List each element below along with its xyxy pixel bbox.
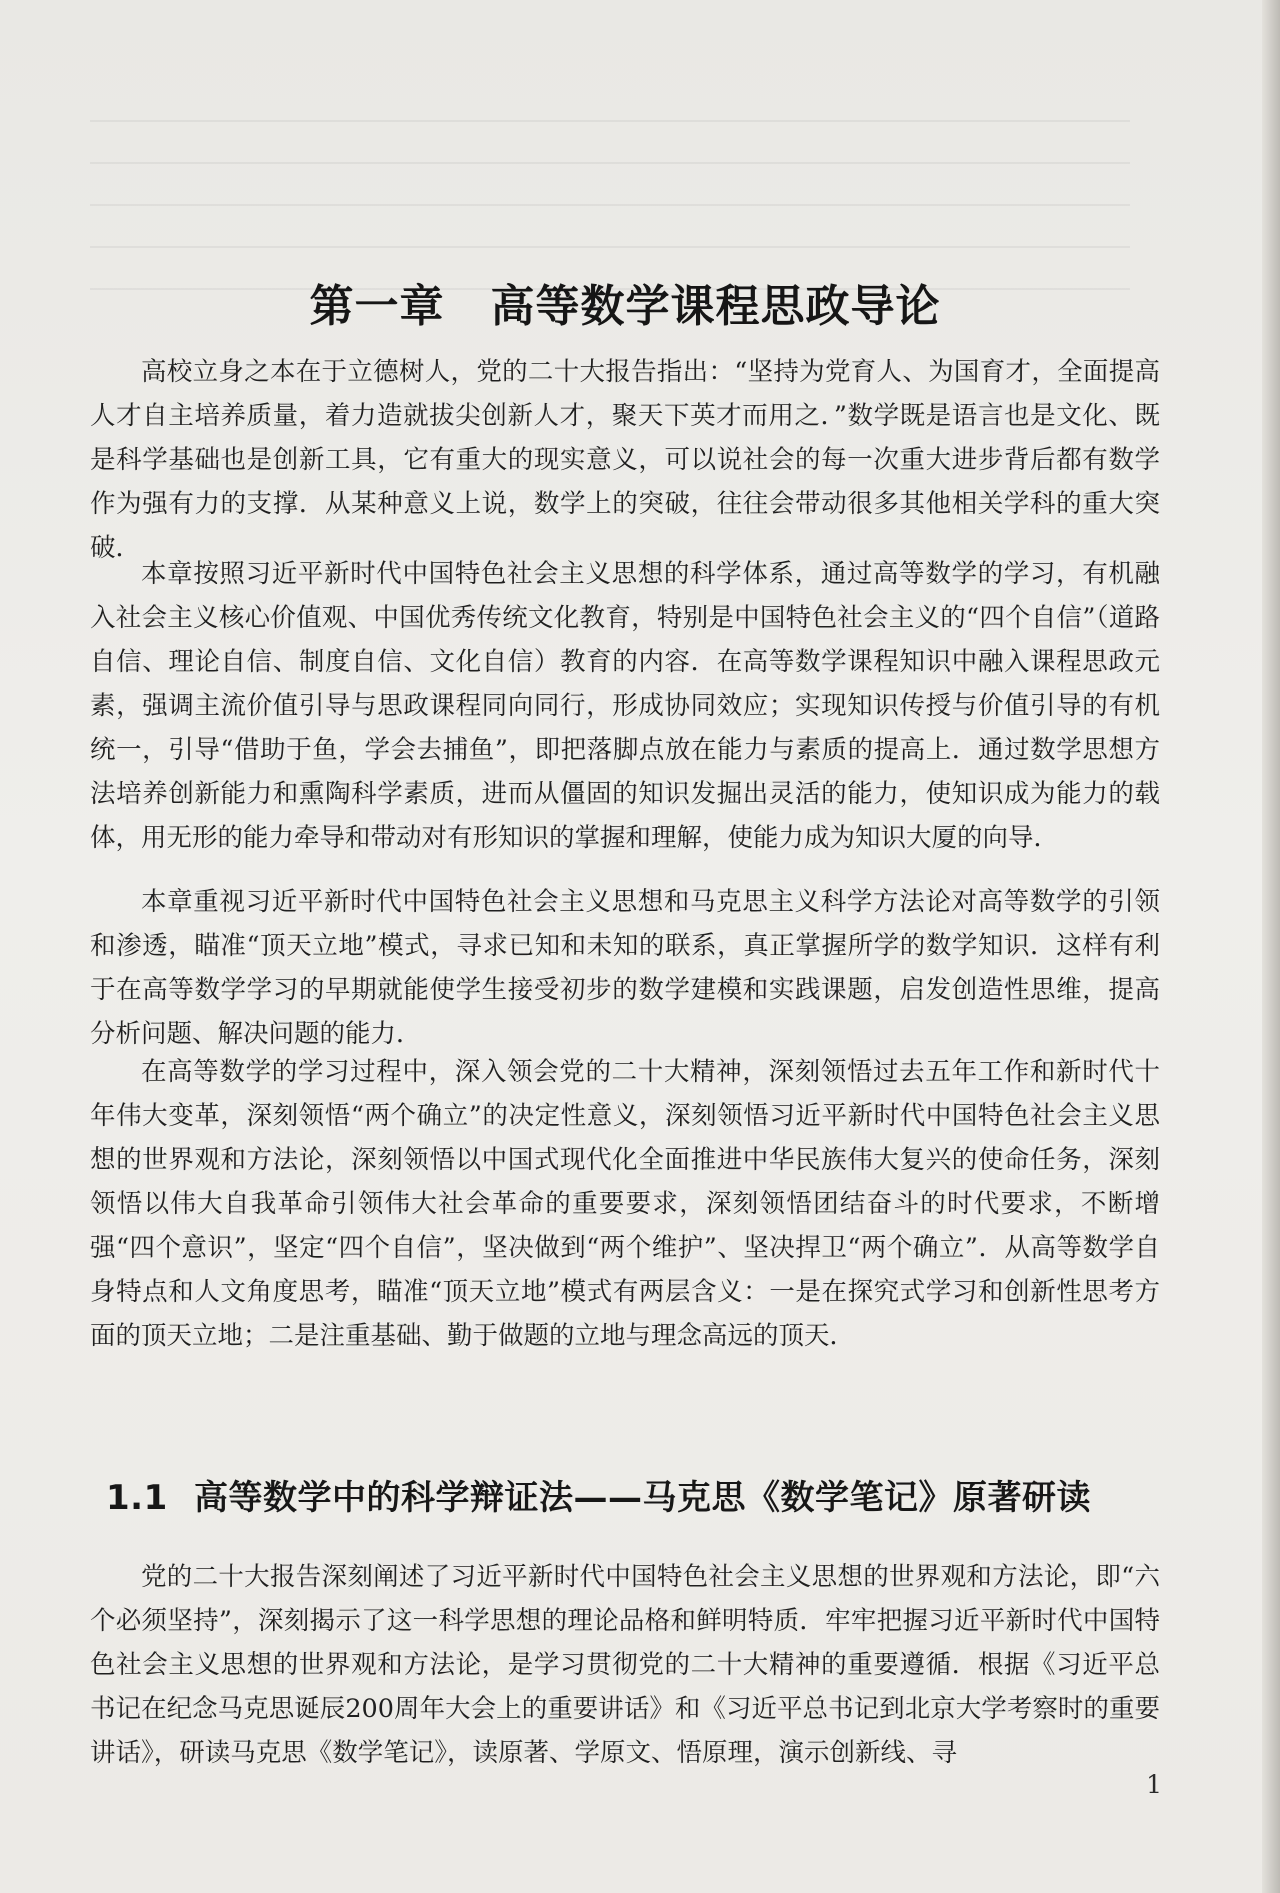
paragraph-2 <box>90 552 1160 860</box>
section-number: 1.1 <box>106 1478 168 1518</box>
paragraph-text: 本章按照习近平新时代中国特色社会主义思想的科学体系，通过高等数学的学习，有机融入社会主义核心价值观、中国优秀传统文化教育，特别是中国特色社会主义的“四个自信”（道路自信、理论自信、制度自信、文化自信）教育的内容．在高等数学课程知识中融入课程思政元素，强调主流价值引导与思政课程同向同行，形成协同效应；实现知识传授与价值引导的有机统一，引导“借助于鱼，学会去捕鱼”，即把落脚点放在能力与素质的提高上．通过数学思想方法培养创新能力和熏陶科学素质，进而从僵固的知识发掘出灵活的能力，使知识成为能力的载体，用无形的能力牵导和带动对有形知识的掌握和理解，使能力成为知识大厦的向导． <box>90 559 1160 853</box>
chapter-title <box>90 270 1160 334</box>
paragraph-text: 高校立身之本在于立德树人，党的二十大报告指出：“坚持为党育人、为国育才，全面提高人才自主培养质量，着力造就拔尖创新人才，聚天下英才而用之．”数学既是语言也是文化、既是科学基础也是创新工具，它有重大的现实意义，可以说社会的每一次重大进步背后都有数学作为强有力的支撑．从某种意义上说，数学上的突破，往往会带动很多其他相关学科的重大突破． <box>90 357 1160 563</box>
page-number: 1 <box>1146 1770 1162 1799</box>
chapter-number: 第一章 <box>309 281 445 332</box>
section-title: 高等数学中的科学辩证法——马克思《数学笔记》原著研读 <box>194 1478 1091 1518</box>
paragraph-4 <box>90 1050 1160 1358</box>
page-edge <box>1262 0 1280 1893</box>
chapter-name: 高等数学课程思政导论 <box>490 281 941 332</box>
paragraph-text: 在高等数学的学习过程中，深入领会党的二十大精神，深刻领悟过去五年工作和新时代十年伟大变革，深刻领悟“两个确立”的决定性意义，深刻领悟习近平新时代中国特色社会主义思想的世界观和方法论，深刻领悟以中国式现代化全面推进中华民族伟大复兴的使命任务，深刻领悟以伟大自我革命引领伟大社会革命的重要要求，深刻领悟团结奋斗的时代要求，不断增强“四个意识”，坚定“四个自信”，坚决做到“两个维护”、坚决捍卫“两个确立”．从高等数学自身特点和人文角度思考，瞄准“顶天立地”模式有两层含义：一是在探究式学习和创新性思考方面的顶天立地；二是注重基础、勤于做题的立地与理念高远的顶天． <box>90 1057 1160 1351</box>
paragraph-1 <box>90 350 1160 570</box>
show-through-text <box>90 120 1130 290</box>
paragraph-3 <box>90 880 1160 1056</box>
section-paragraph-text: 党的二十大报告深刻阐述了习近平新时代中国特色社会主义思想的世界观和方法论，即“六个必须坚持”，深刻揭示了这一科学思想的理论品格和鲜明特质．牢牢把握习近平新时代中国特色社会主义思想的世界观和方法论，是学习贯彻党的二十大精神的重要遵循．根据《习近平总书记在纪念马克思诞辰200周年大会上的重要讲话》和《习近平总书记到北京大学考察时的重要讲话》，研读马克思《数学笔记》，读原著、学原文、悟原理，演示创新线、寻 <box>90 1562 1160 1768</box>
section-heading <box>90 1470 1160 1519</box>
paragraph-text: 本章重视习近平新时代中国特色社会主义思想和马克思主义科学方法论对高等数学的引领和渗透，瞄准“顶天立地”模式，寻求已知和未知的联系，真正掌握所学的数学知识．这样有利于在高等数学学习的早期就能使学生接受初步的数学建模和实践课题，启发创造性思维，提高分析问题、解决问题的能力． <box>90 887 1160 1049</box>
section-paragraph <box>90 1555 1160 1775</box>
